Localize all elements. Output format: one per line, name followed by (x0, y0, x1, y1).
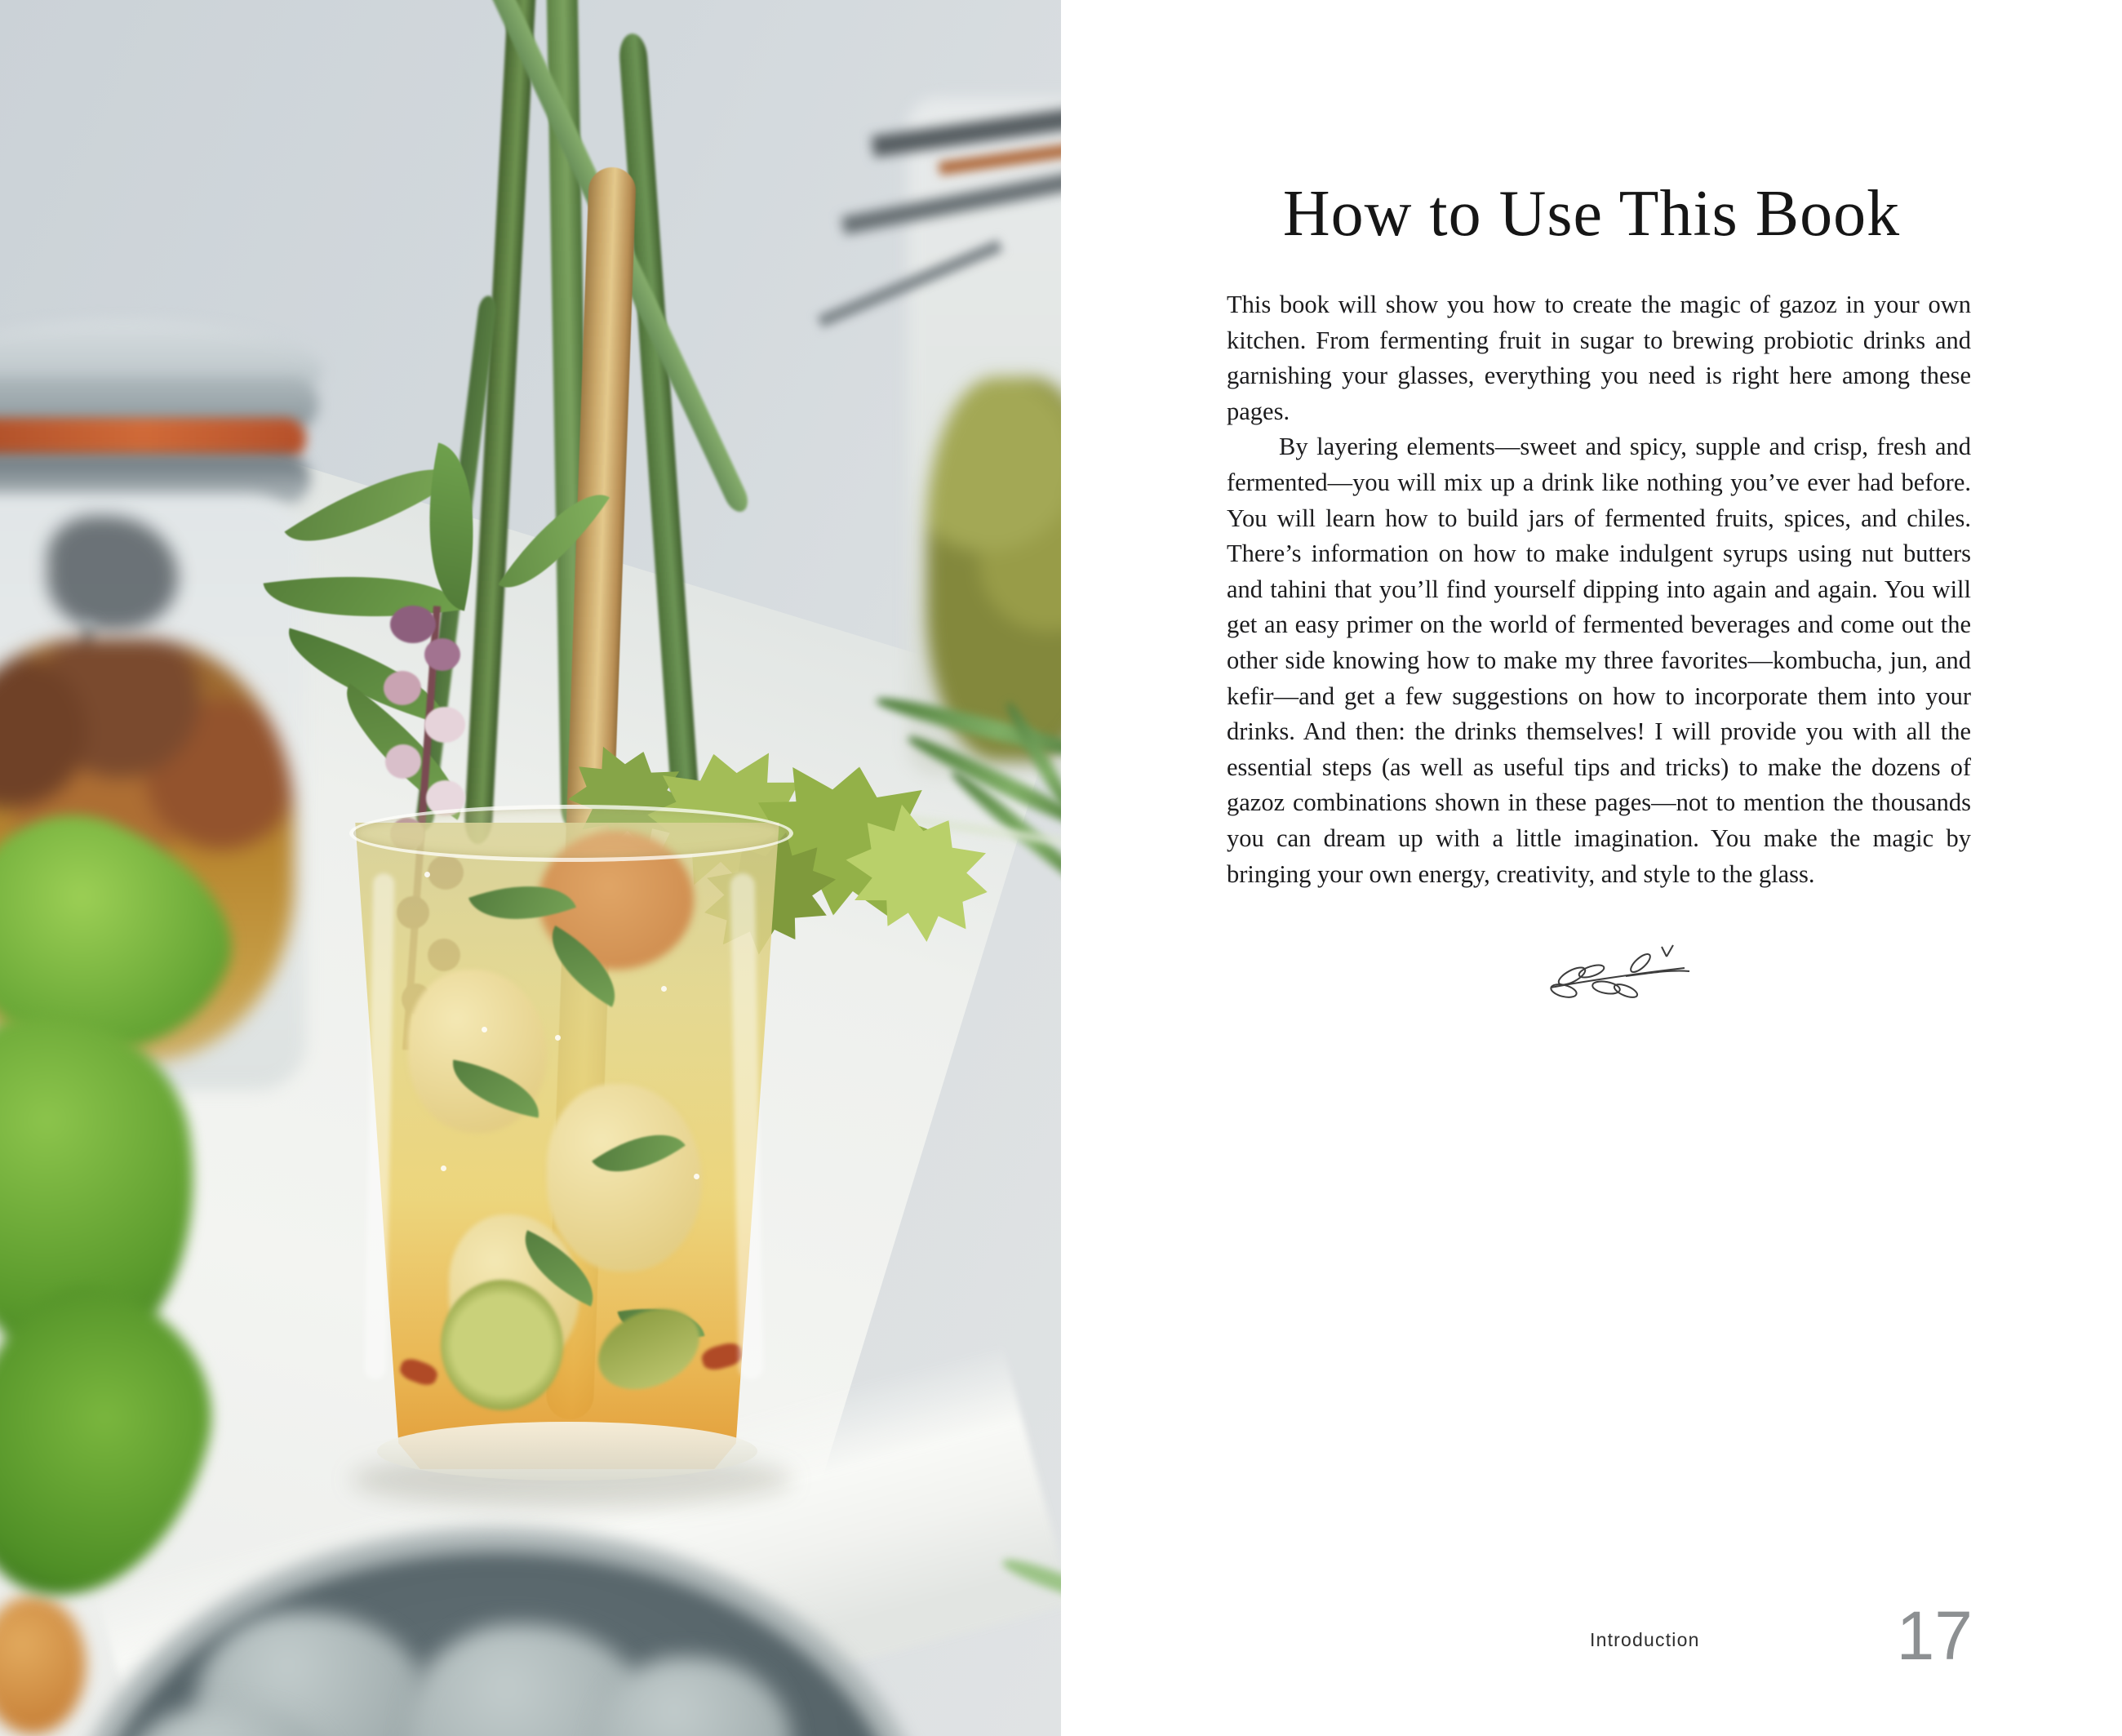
page-number: 17 (1896, 1597, 1973, 1674)
glass-base (377, 1422, 757, 1481)
basil-flower-bud (390, 606, 436, 643)
chili-piece (397, 1356, 440, 1388)
body-text (1227, 287, 1971, 892)
basil-floret (385, 744, 421, 779)
bubble (482, 1027, 487, 1032)
bubble (441, 1165, 446, 1171)
glass-rim (349, 805, 793, 862)
footer-section-label: Introduction (1590, 1629, 1700, 1650)
bubble (424, 872, 430, 877)
botanical-sprig-ornament (1544, 940, 1691, 1014)
basil-floret (424, 707, 465, 743)
right-jar-lime-slices (926, 377, 1061, 761)
bubble (694, 1174, 699, 1179)
bubble (661, 986, 667, 992)
bubble (555, 1035, 561, 1041)
paragraph: This book will show you how to create the magic of gazoz in your own kitchen. From fermenting fruit in sugar to brewing probiotic drinks and garnishing your glasses, everything you need is right here among these pages. (1227, 291, 1971, 425)
basil-floret (384, 671, 421, 705)
cucumber-slice (585, 1294, 713, 1405)
basil-floret (424, 638, 460, 671)
page-title: How to Use This Book (1282, 177, 1901, 250)
lime-slice (441, 1280, 563, 1410)
paragraph: By layering elements—sweet and spicy, supple and crisp, fresh and fermented—you will mix up a drink like nothing you’ve ever had before. You will learn how to build jars of fermented fruits, spices, and chiles. There’s information on how to make indulgent syrups using nut butters and tahini that you’ll find yourself dipping into again and again. You will get an easy primer on the world of fermented beverages and come out the other side knowing how to make my three favorites—kombucha, jun, and kefir—and get a few suggestions on how to incorporate them into your drinks. And then: the drinks themselves! I will provide you with all the essential steps (as well as useful tips and tricks) to make the dozens of gazoz combinations shown in these pages—not to mention the thousands you can dream up with a little imagination. You make the magic by bringing your own energy, creativity, and style to the glass. (1227, 433, 1971, 888)
text-page (1061, 0, 2122, 1736)
fruit-chunk (547, 1084, 702, 1272)
gazoz-glass-liquid (351, 823, 784, 1469)
